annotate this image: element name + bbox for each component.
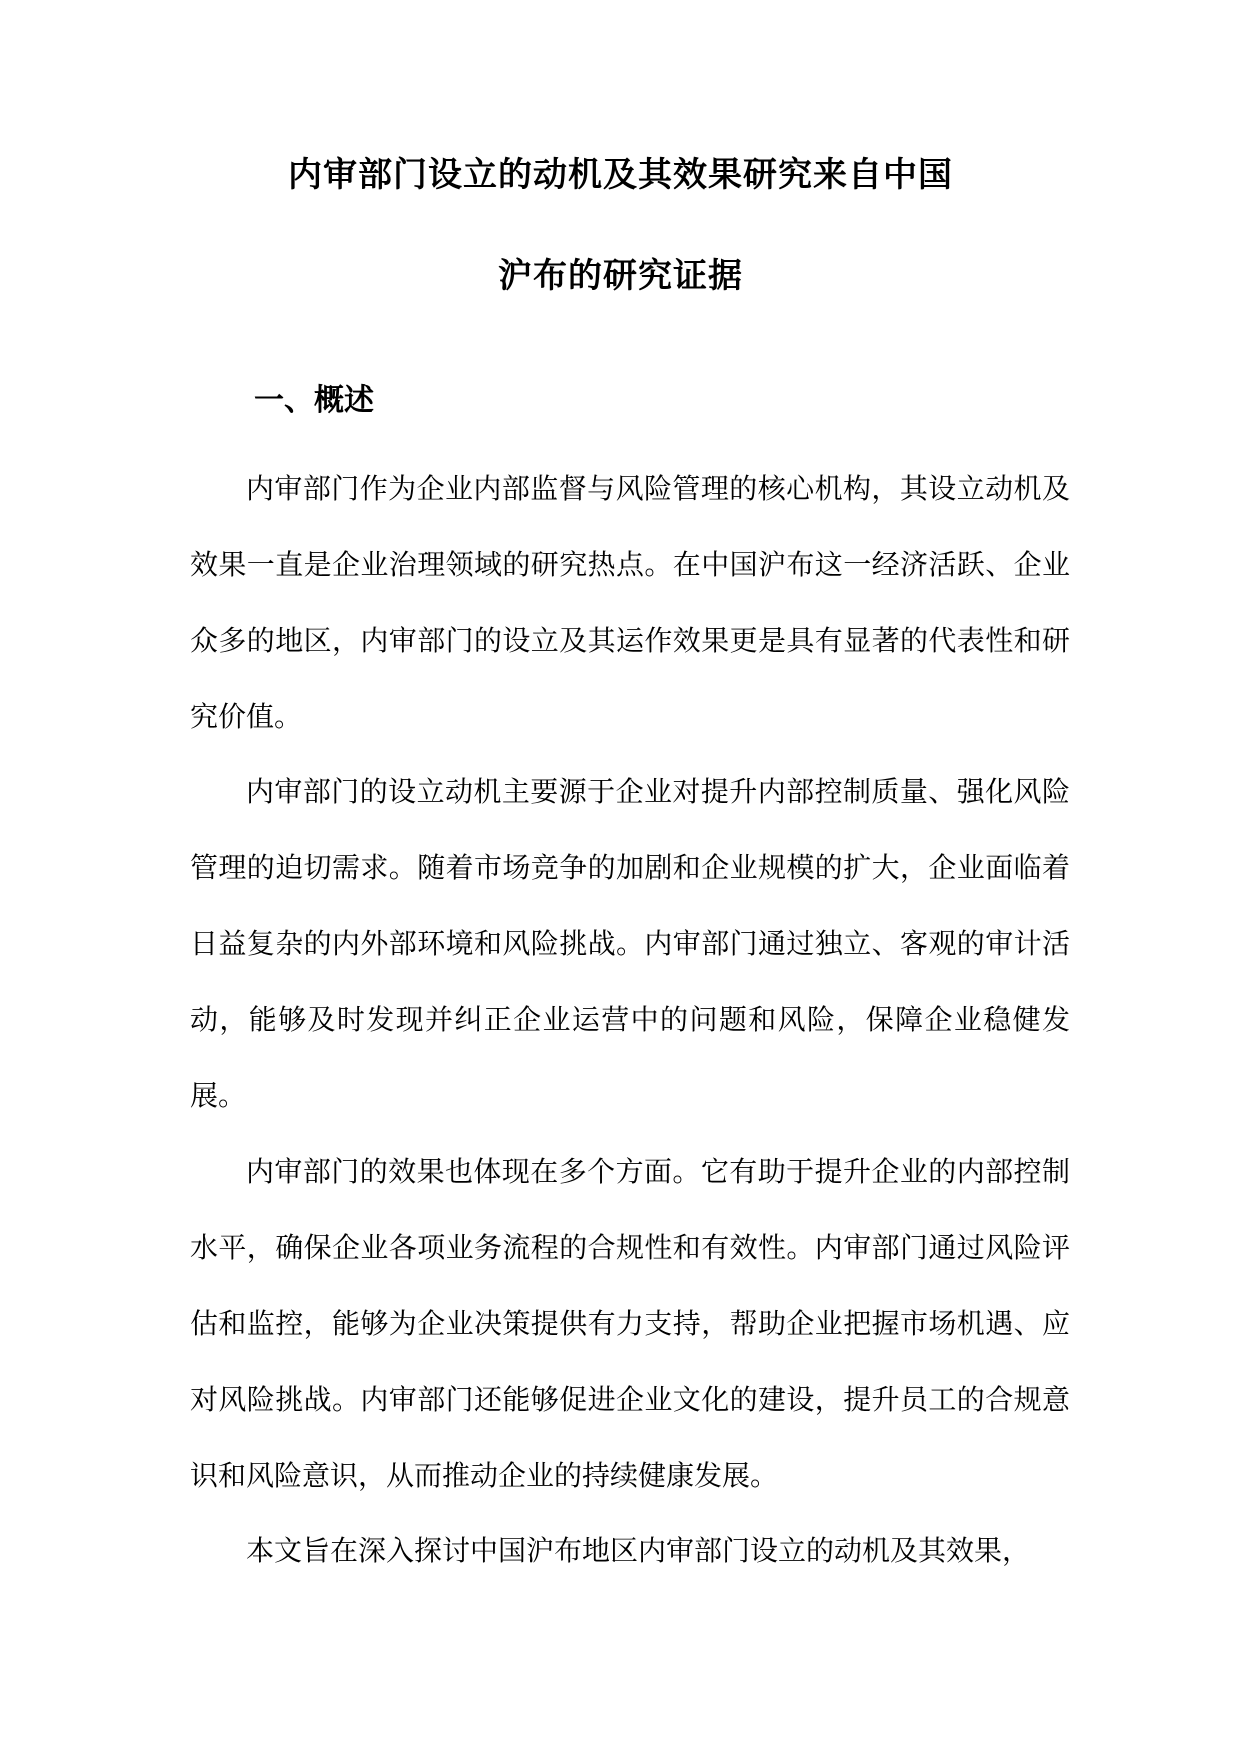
paragraph-2: 内审部门的设立动机主要源于企业对提升内部控制质量、强化风险管理的迫切需求。随着市场竞争的加剧和企业规模的扩大，企业面临着日益复杂的内外部环境和风险挑战。内审部门通过独立、客观的审计活动，能够及时发现并纠正企业运营中的问题和风险，保障企业稳健发展。 [190,775,1070,1112]
paragraph-1: 内审部门作为企业内部监督与风险管理的核心机构，其设立动机及效果一直是企业治理领域的研究热点。在中国沪布这一经济活跃、企业众多的地区，内审部门的设立及其运作效果更是具有显著的代表性和研究价值。 [190,472,1070,733]
document-title-line-2: 沪布的研究证据 [498,256,743,296]
section-heading: 一、概述 [254,383,374,418]
paragraph-4: 本文旨在深入探讨中国沪布地区内审部门设立的动机及其效果， [246,1534,1031,1567]
paragraph-3: 内审部门的效果也体现在多个方面。它有助于提升企业的内部控制水平，确保企业各项业务流程的合规性和有效性。内审部门通过风险评估和监控，能够为企业决策提供有力支持，帮助企业把握市场机遇、应对风险挑战。内审部门还能够促进企业文化的建设，提升员工的合规意识和风险意识，从而推动企业的持续健康发展。 [190,1155,1070,1492]
document-title-line-1: 内审部门设立的动机及其效果研究来自中国 [288,155,953,195]
